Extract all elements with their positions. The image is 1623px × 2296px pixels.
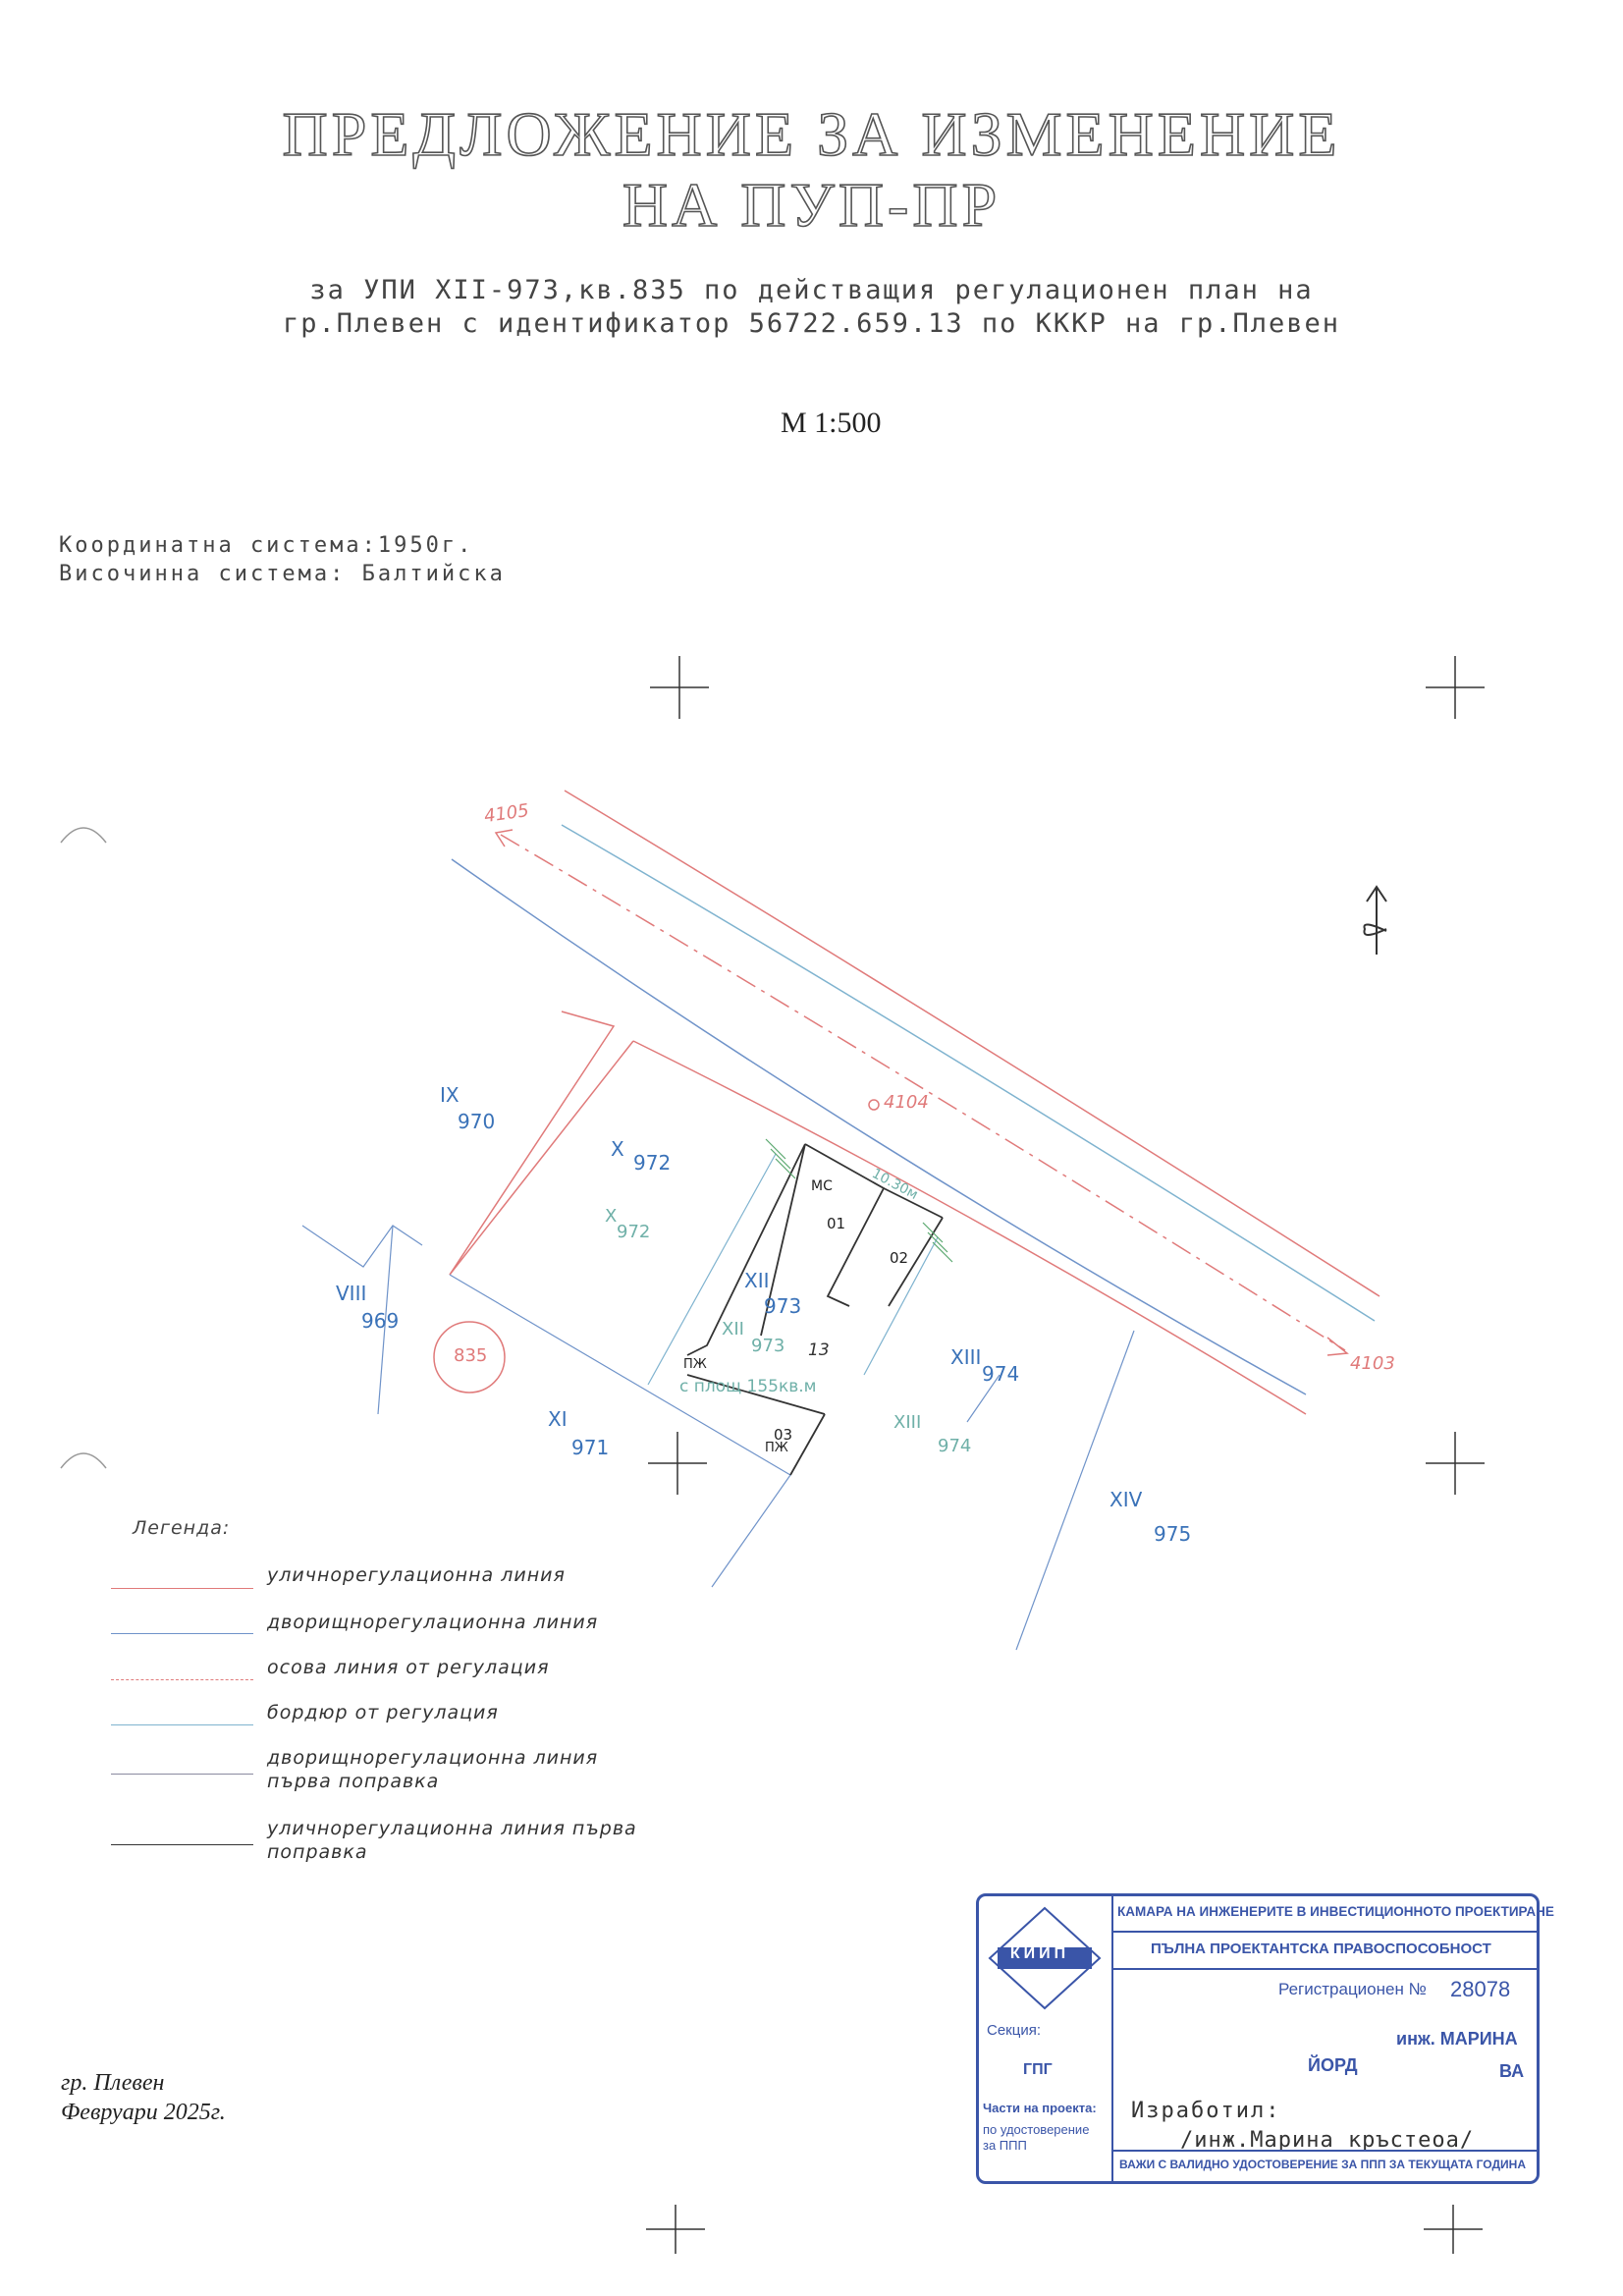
registration-cross — [646, 2205, 705, 2254]
title-line-1: ПРЕДЛОЖЕНИЕ ЗА ИЗМЕНЕНИЕ — [282, 99, 1341, 169]
plot-roman-label: XIII — [950, 1345, 982, 1369]
stamp-divider — [1111, 2150, 1537, 2152]
plot-roman-label: XII — [744, 1269, 770, 1292]
plot-number-label: 975 — [1154, 1522, 1192, 1546]
plot-number-label: 971 — [571, 1436, 610, 1459]
city-label: гр. Плевен — [61, 2070, 165, 2096]
building-label-02: 02 — [890, 1249, 909, 1267]
plot-number-label: 969 — [361, 1309, 400, 1333]
plot-roman-label: XIV — [1109, 1488, 1143, 1511]
building-label-01: 01 — [827, 1215, 846, 1232]
plot-number-label: 973 — [751, 1336, 785, 1356]
legend-swatch-yard-line-fix — [111, 1774, 253, 1775]
legend-swatch-street-line-fix — [111, 1844, 253, 1845]
road-point-label: 4105 — [482, 799, 531, 828]
stamp-org-row — [1111, 1896, 1554, 1933]
area-label: с площ 155кв.м — [679, 1377, 817, 1396]
stamp-capacity-row — [1111, 1931, 1537, 1970]
binder-hole-mark — [61, 1453, 106, 1468]
plot-number-label: 972 — [633, 1151, 672, 1175]
north-arrow-icon — [1364, 887, 1386, 955]
stamp-left-panel — [979, 1896, 1113, 2181]
stamp-engineer-name: ВА — [1499, 2061, 1525, 2081]
plot-number-label: 974 — [982, 1362, 1020, 1386]
stamp-engineer-title: инж. МАРИНА — [1396, 2029, 1518, 2049]
map-scale: М 1:500 — [781, 407, 882, 439]
plot-number-label: 974 — [938, 1436, 972, 1456]
stamp-parts: по удостоверение за ППП — [983, 2122, 1090, 2153]
plot-number-label: 970 — [458, 1110, 496, 1133]
plot-roman-label: XI — [548, 1407, 568, 1431]
stamp-capacity: ПЪЛНА ПРОЕКТАНТСКА ПРАВОСПОСОБНОСТ — [1151, 1941, 1491, 1957]
legend-swatch-curb — [111, 1724, 253, 1725]
street-regulation-line — [565, 791, 1380, 1296]
building-label-pzh: ПЖ — [683, 1357, 707, 1372]
stamp-reg-number: 28078 — [1450, 1977, 1511, 2001]
legend-swatch-yard-line — [111, 1633, 253, 1634]
stamp-validity: ВАЖИ С ВАЛИДНО УДОСТОВЕРЕНИЕ ЗА ППП ЗА ТЕКУЩАТА ГОДИНА — [1119, 2158, 1526, 2171]
block-number: 835 — [454, 1345, 488, 1366]
legend-label: уличнорегулационна линия първа поправка — [267, 1818, 637, 1863]
plot-roman-label: XIII — [893, 1412, 922, 1433]
legend-label: дворищнорегулационна линия — [267, 1612, 599, 1633]
binder-hole-mark — [61, 828, 106, 843]
stamp-section-label: Секция: — [987, 2022, 1041, 2039]
building-label-mc: МС — [811, 1178, 833, 1194]
registration-cross — [1426, 656, 1485, 719]
height-system: Височинна система: Балтийска — [59, 562, 506, 586]
subtitle-line-2: гр.Плевен с идентификатор 56722.659.13 по КККР на гр.Плевен — [282, 308, 1341, 339]
plot-number-label: 972 — [617, 1222, 651, 1242]
stamp-made-by: Изработил: — [1131, 2099, 1281, 2123]
stamp-reg-label: Регистрационен № — [1278, 1980, 1427, 1998]
plot-roman-label: IX — [440, 1083, 460, 1107]
curb-line — [562, 825, 1375, 1321]
road-point-label: 4104 — [884, 1092, 929, 1113]
stamp-parts-label: Части на проекта: — [983, 2101, 1097, 2115]
dimension-label: 10.30м — [869, 1166, 921, 1203]
legend-label: дворищнорегулационна линия първа поправка — [267, 1747, 599, 1792]
building-label-03: 03 — [774, 1426, 793, 1444]
plot-roman-label: X — [605, 1206, 618, 1227]
legend-label: осова линия от регулация — [267, 1657, 550, 1678]
legend-label: бордюр от регулация — [267, 1702, 499, 1723]
road-point-label: 4103 — [1350, 1353, 1395, 1374]
registration-cross — [650, 656, 709, 719]
subtitle-line-1: за УПИ XII-973,кв.835 по действащия рeгулационен план на — [309, 275, 1314, 305]
legend-swatch-axis-line — [111, 1679, 253, 1680]
coordinate-system: Координатна система:1950г. — [59, 533, 474, 558]
plot-roman-label: XII — [722, 1319, 744, 1339]
stamp-signature: /инж.Марина кръстеоа/ — [1180, 2128, 1475, 2153]
stamp-section: ГПГ — [1023, 2061, 1053, 2078]
title-line-2: НА ПУП-ПР — [622, 170, 1001, 240]
engineer-stamp — [976, 1893, 1554, 2184]
legend-swatch-street-line — [111, 1588, 253, 1589]
plot-number-label: 973 — [764, 1294, 802, 1318]
plot-roman-label: VIII — [336, 1282, 367, 1305]
legend-label: уличнорегулационна линия — [267, 1564, 566, 1586]
registration-cross — [1424, 2205, 1483, 2254]
date-label: Февруари 2025г. — [61, 2100, 226, 2125]
registration-cross — [1426, 1432, 1485, 1495]
building-label-pzh: ПЖ — [765, 1441, 788, 1455]
curb-line — [452, 859, 1306, 1394]
registration-cross — [648, 1432, 707, 1495]
stamp-engineer-name: ЙОРД — [1308, 2055, 1358, 2075]
stamp-org: КАМАРА НА ИНЖЕНЕРИТЕ В ИНВЕСТИЦИОННОТО ПРОЕКТИРАНЕ — [1117, 1904, 1554, 1919]
stamp-logo-text: КИИП — [1009, 1945, 1070, 1962]
legend-title: Легенда: — [133, 1517, 231, 1539]
plot-roman-label: X — [611, 1137, 624, 1161]
cadastral-id-label: 13 — [808, 1340, 830, 1360]
